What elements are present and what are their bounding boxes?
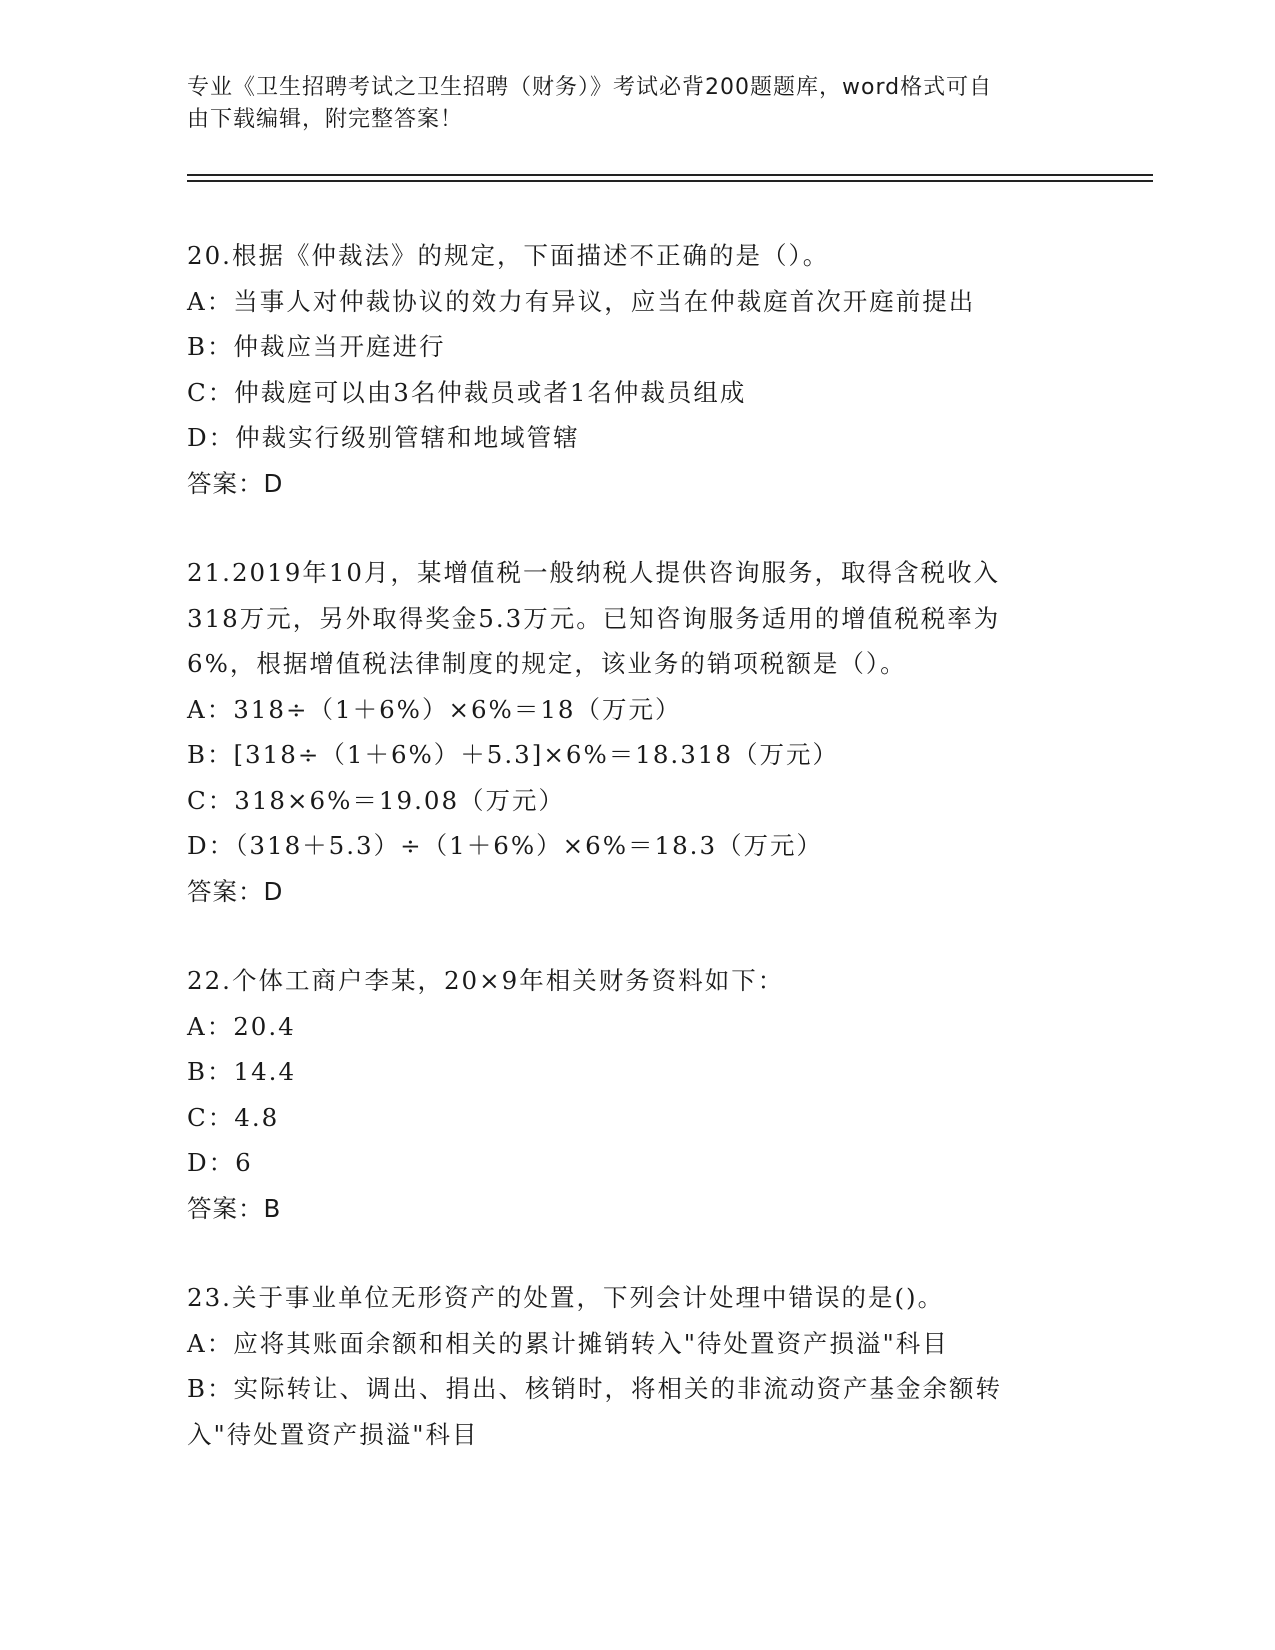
option-d: D：（318＋5.3）÷（1＋6%）×6%＝18.3（万元）: [187, 831, 824, 860]
question-stem: 22.个体工商户李某，20×9年相关财务资料如下：: [187, 966, 785, 995]
answer-label: 答案：D: [187, 468, 284, 498]
header-divider: [187, 174, 1153, 176]
option-a: A：318÷（1＋6%）×6%＝18（万元）: [187, 694, 682, 724]
option-a: A：20.4: [187, 1011, 296, 1041]
spacer: [187, 914, 1107, 958]
question-stem: 20.根据《仲裁法》的规定，下面描述不正确的是（）。: [187, 241, 830, 270]
question-block: [187, 1275, 1107, 1457]
option-a: A：当事人对仲裁协议的效力有异议，应当在仲裁庭首次开庭前提出: [187, 286, 976, 316]
spacer: [187, 506, 1107, 550]
question-list: [187, 233, 1107, 1457]
option-b: B：[318÷（1＋6%）＋5.3]×6%＝18.318（万元）: [187, 740, 839, 769]
option-b: B：实际转让、调出、捐出、核销时，将相关的非流动资产基金余额转: [187, 1374, 1003, 1403]
question-block: [187, 958, 1107, 1231]
option-c: C：318×6%＝19.08（万元）: [187, 785, 566, 815]
option-d: D：仲裁实行级别管辖和地域管辖: [187, 423, 580, 452]
question-stem: 6%，根据增值税法律制度的规定，该业务的销项税额是（）。: [187, 649, 907, 678]
option-d: D：6: [187, 1148, 253, 1177]
answer-label: 答案：D: [187, 876, 284, 906]
question-block: [187, 550, 1107, 914]
option-c: C：仲裁庭可以由3名仲裁员或者1名仲裁员组成: [187, 377, 747, 407]
spacer: [187, 1231, 1107, 1275]
option-a: A：应将其账面余额和相关的累计摊销转入"待处置资产损溢"科目: [187, 1328, 949, 1358]
answer-label: 答案：B: [187, 1193, 282, 1223]
header-line: 由下载编辑，附完整答案！: [187, 107, 464, 132]
header-line: 专业《卫生招聘考试之卫生招聘（财务）》考试必背200题题库，word格式可自: [187, 75, 993, 100]
option-c: C：4.8: [187, 1102, 280, 1132]
option-b: B：仲裁应当开庭进行: [187, 332, 446, 361]
question-stem: 21.2019年10月，某增值税一般纳税人提供咨询服务，取得含税收入: [187, 558, 1000, 587]
document-header: [187, 72, 1087, 136]
question-stem: 318万元，另外取得奖金5.3万元。已知咨询服务适用的增值税税率为: [187, 603, 1001, 633]
question-block: [187, 233, 1107, 506]
question-stem: 23.关于事业单位无形资产的处置，下列会计处理中错误的是()。: [187, 1283, 945, 1312]
option-b: B：14.4: [187, 1057, 297, 1086]
header-divider: [187, 180, 1153, 182]
option-b-continued: 入"待处置资产损溢"科目: [187, 1419, 479, 1449]
